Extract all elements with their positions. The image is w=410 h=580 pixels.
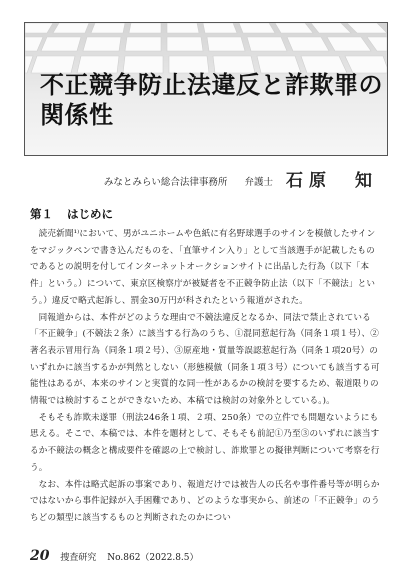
body-paragraph: 同報道からは、本件がどのような理由で不競法違反となるか、同法で禁止されている「不正競争」(不競法２条）に該当する行為のうち、①混同惹起行為（同条１項１号）、②著名表示冒用行為（同条１項２号）、③原産地・質量等誤認惹起行為（同条１項20号）のいずれかに該当するかが判然としない（形態模倣（同条１項３号）についても該当する可能性はあるが、本来のサインと実質的な同一性があるかの検討を要するため、報道限りの情報では検討することができないため、本稿では検討の対象外としている。)。 bbox=[30, 312, 380, 407]
body-paragraph: そもそも詐欺未遂罪（刑法246条１項、２項、250条）での立件でも問題ないようにも思える。そこで、本稿では、本件を題材として、そもそも前記①乃至③のいずれに該当するか不競法の概念と構成要件を確認の上で検討し、詐欺罪との擬律判断について考察を行う。 bbox=[30, 412, 380, 473]
article-title-line-1: 不正競争防止法違反と詐欺罪の bbox=[40, 71, 383, 99]
section-title: はじめに bbox=[67, 207, 114, 221]
journal-name: 捜査研究 bbox=[60, 553, 97, 563]
author-firm: みなとみらい総合法律事務所 bbox=[103, 177, 228, 188]
author-name: 石原 知 bbox=[286, 171, 378, 191]
article-title bbox=[40, 70, 383, 130]
body-paragraph: なお、本件は略式起訴の事案であり、報道だけでは被告人の氏名や事件番号等が明らかではないから事件記録が入手困難であり、どのような事実から、前述の「不正競争」のうちどの類型に該当するものと判断されたのかについ bbox=[30, 479, 380, 523]
journal-issue: No.862（2022.8.5） bbox=[107, 553, 199, 563]
page-footer bbox=[30, 548, 199, 564]
article-body bbox=[30, 226, 380, 527]
author-byline bbox=[0, 166, 378, 191]
article-title-line-2: 関係性 bbox=[40, 101, 114, 129]
section-heading bbox=[30, 206, 113, 222]
page-number: 20 bbox=[30, 548, 50, 564]
author-role: 弁護士 bbox=[244, 177, 273, 188]
body-paragraph: 読売新聞¹⁾において、男がユニホームや色紙に有名野球選手のサインを模倣したサインをマジックペンで書き込んだものを、「直筆サイン入り」として当該選手が記載したものであるとの説明を付してインターネットオークションサイトに出品した行為（以下「本件」という。）について、東京区検察庁が被疑者を不正競争防止法（以下「不競法」という。）違反で略式起訴し、罰金30万円が科されたという報道がされた。 bbox=[30, 229, 376, 306]
section-number: 第１ bbox=[30, 207, 53, 221]
